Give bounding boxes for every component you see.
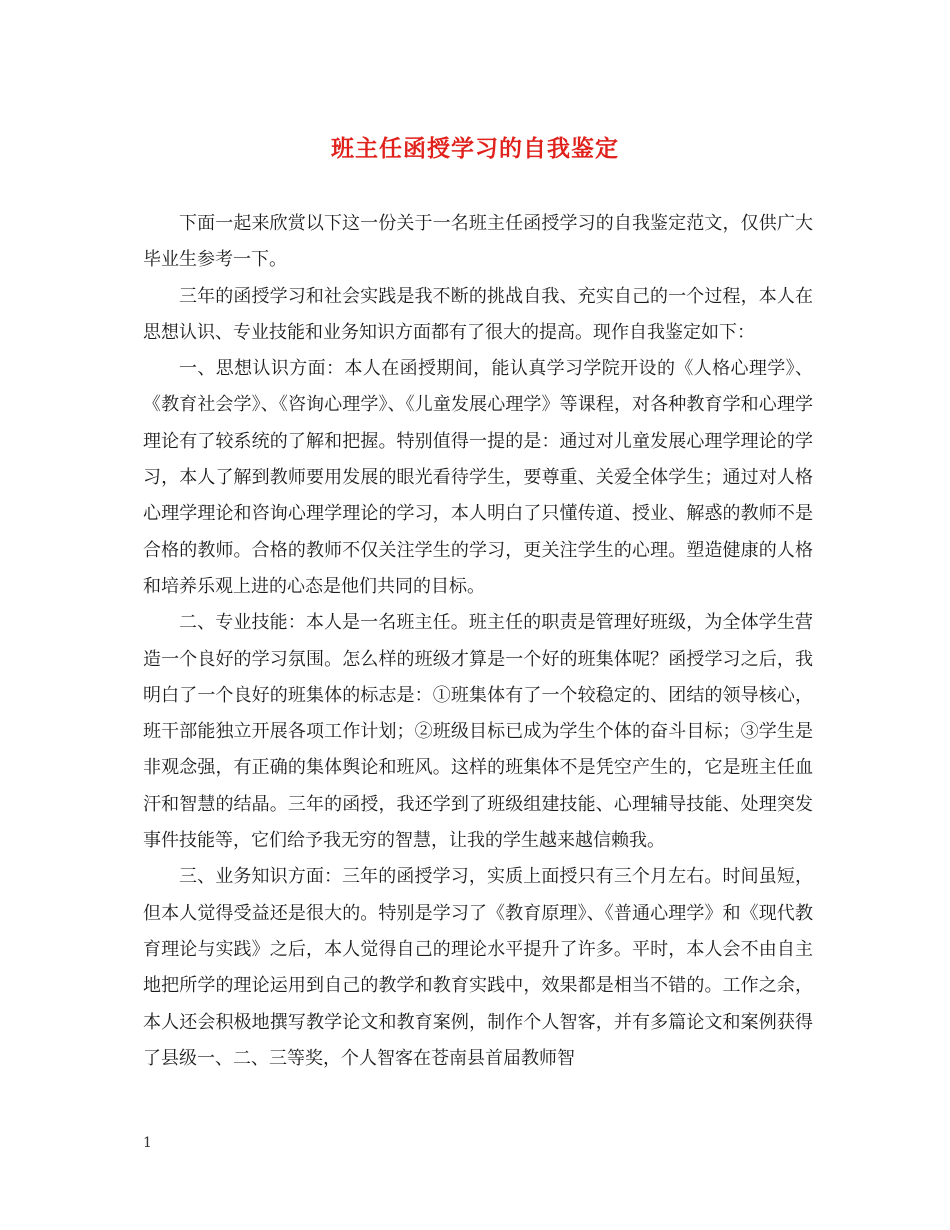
overview-paragraph: 三年的函授学习和社会实践是我不断的挑战自我、充实自己的一个过程，本人在思想认识、专业技能和业务知识方面都有了很大的提高。现作自我鉴定如下： [143,285,813,343]
thought-section-paragraph: 一、思想认识方面：本人在函授期间，能认真学习学院开设的《人格心理学》、《教育社会学》、《咨询心理学》、《儿童发展心理学》等课程，对各种教育学和心理学理论有了较系统的了解和把握。特别值得一提的是：通过对儿童发展心理学理论的学习，本人了解到教师要用发展的眼光看待学生，要尊重、关爱全体学生；通过对人格心理学理论和咨询心理学理论的学习，本人明白了只懂传道、授业、解惑的教师不是合格的教师。合格的教师不仅关注学生的学习，更关注学生的心理。塑造健康的人格和培养乐观上进的心态是他们共同的目标。 [143,358,813,597]
page-number: 1 [143,1135,152,1151]
intro-paragraph: 下面一起来欣赏以下这一份关于一名班主任函授学习的自我鉴定范文，仅供广大毕业生参考一下。 [143,213,813,271]
document-title: 班主任函授学习的自我鉴定 [331,135,619,162]
document-body [143,206,813,1077]
knowledge-section-paragraph: 三、业务知识方面：三年的函授学习，实质上面授只有三个月左右。时间虽短，但本人觉得受益还是很大的。特别是学习了《教育原理》、《普通心理学》和《现代教育理论与实践》之后，本人觉得自己的理论水平提升了许多。平时，本人会不由自主地把所学的理论运用到自己的教学和教育实践中，效果都是相当不错的。工作之余，本人还会积极地撰写教学论文和教育案例，制作个人智客，并有多篇论文和案例获得了县级一、二、三等奖，个人智客在苍南县首届教师智 [143,866,813,1069]
skills-section-paragraph: 二、专业技能：本人是一名班主任。班主任的职责是管理好班级，为全体学生营造一个良好的学习氛围。怎么样的班级才算是一个好的班集体呢？函授学习之后，我明白了一个良好的班集体的标志是：①班集体有了一个较稳定的、团结的领导核心，班干部能独立开展各项工作计划；②班级目标已成为学生个体的奋斗目标；③学生是非观念强，有正确的集体舆论和班风。这样的班集体不是凭空产生的，它是班主任血汗和智慧的结晶。三年的函授，我还学到了班级组建技能、心理辅导技能、处理突发事件技能等，它们给予我无穷的智慧，让我的学生越来越信赖我。 [143,612,813,852]
